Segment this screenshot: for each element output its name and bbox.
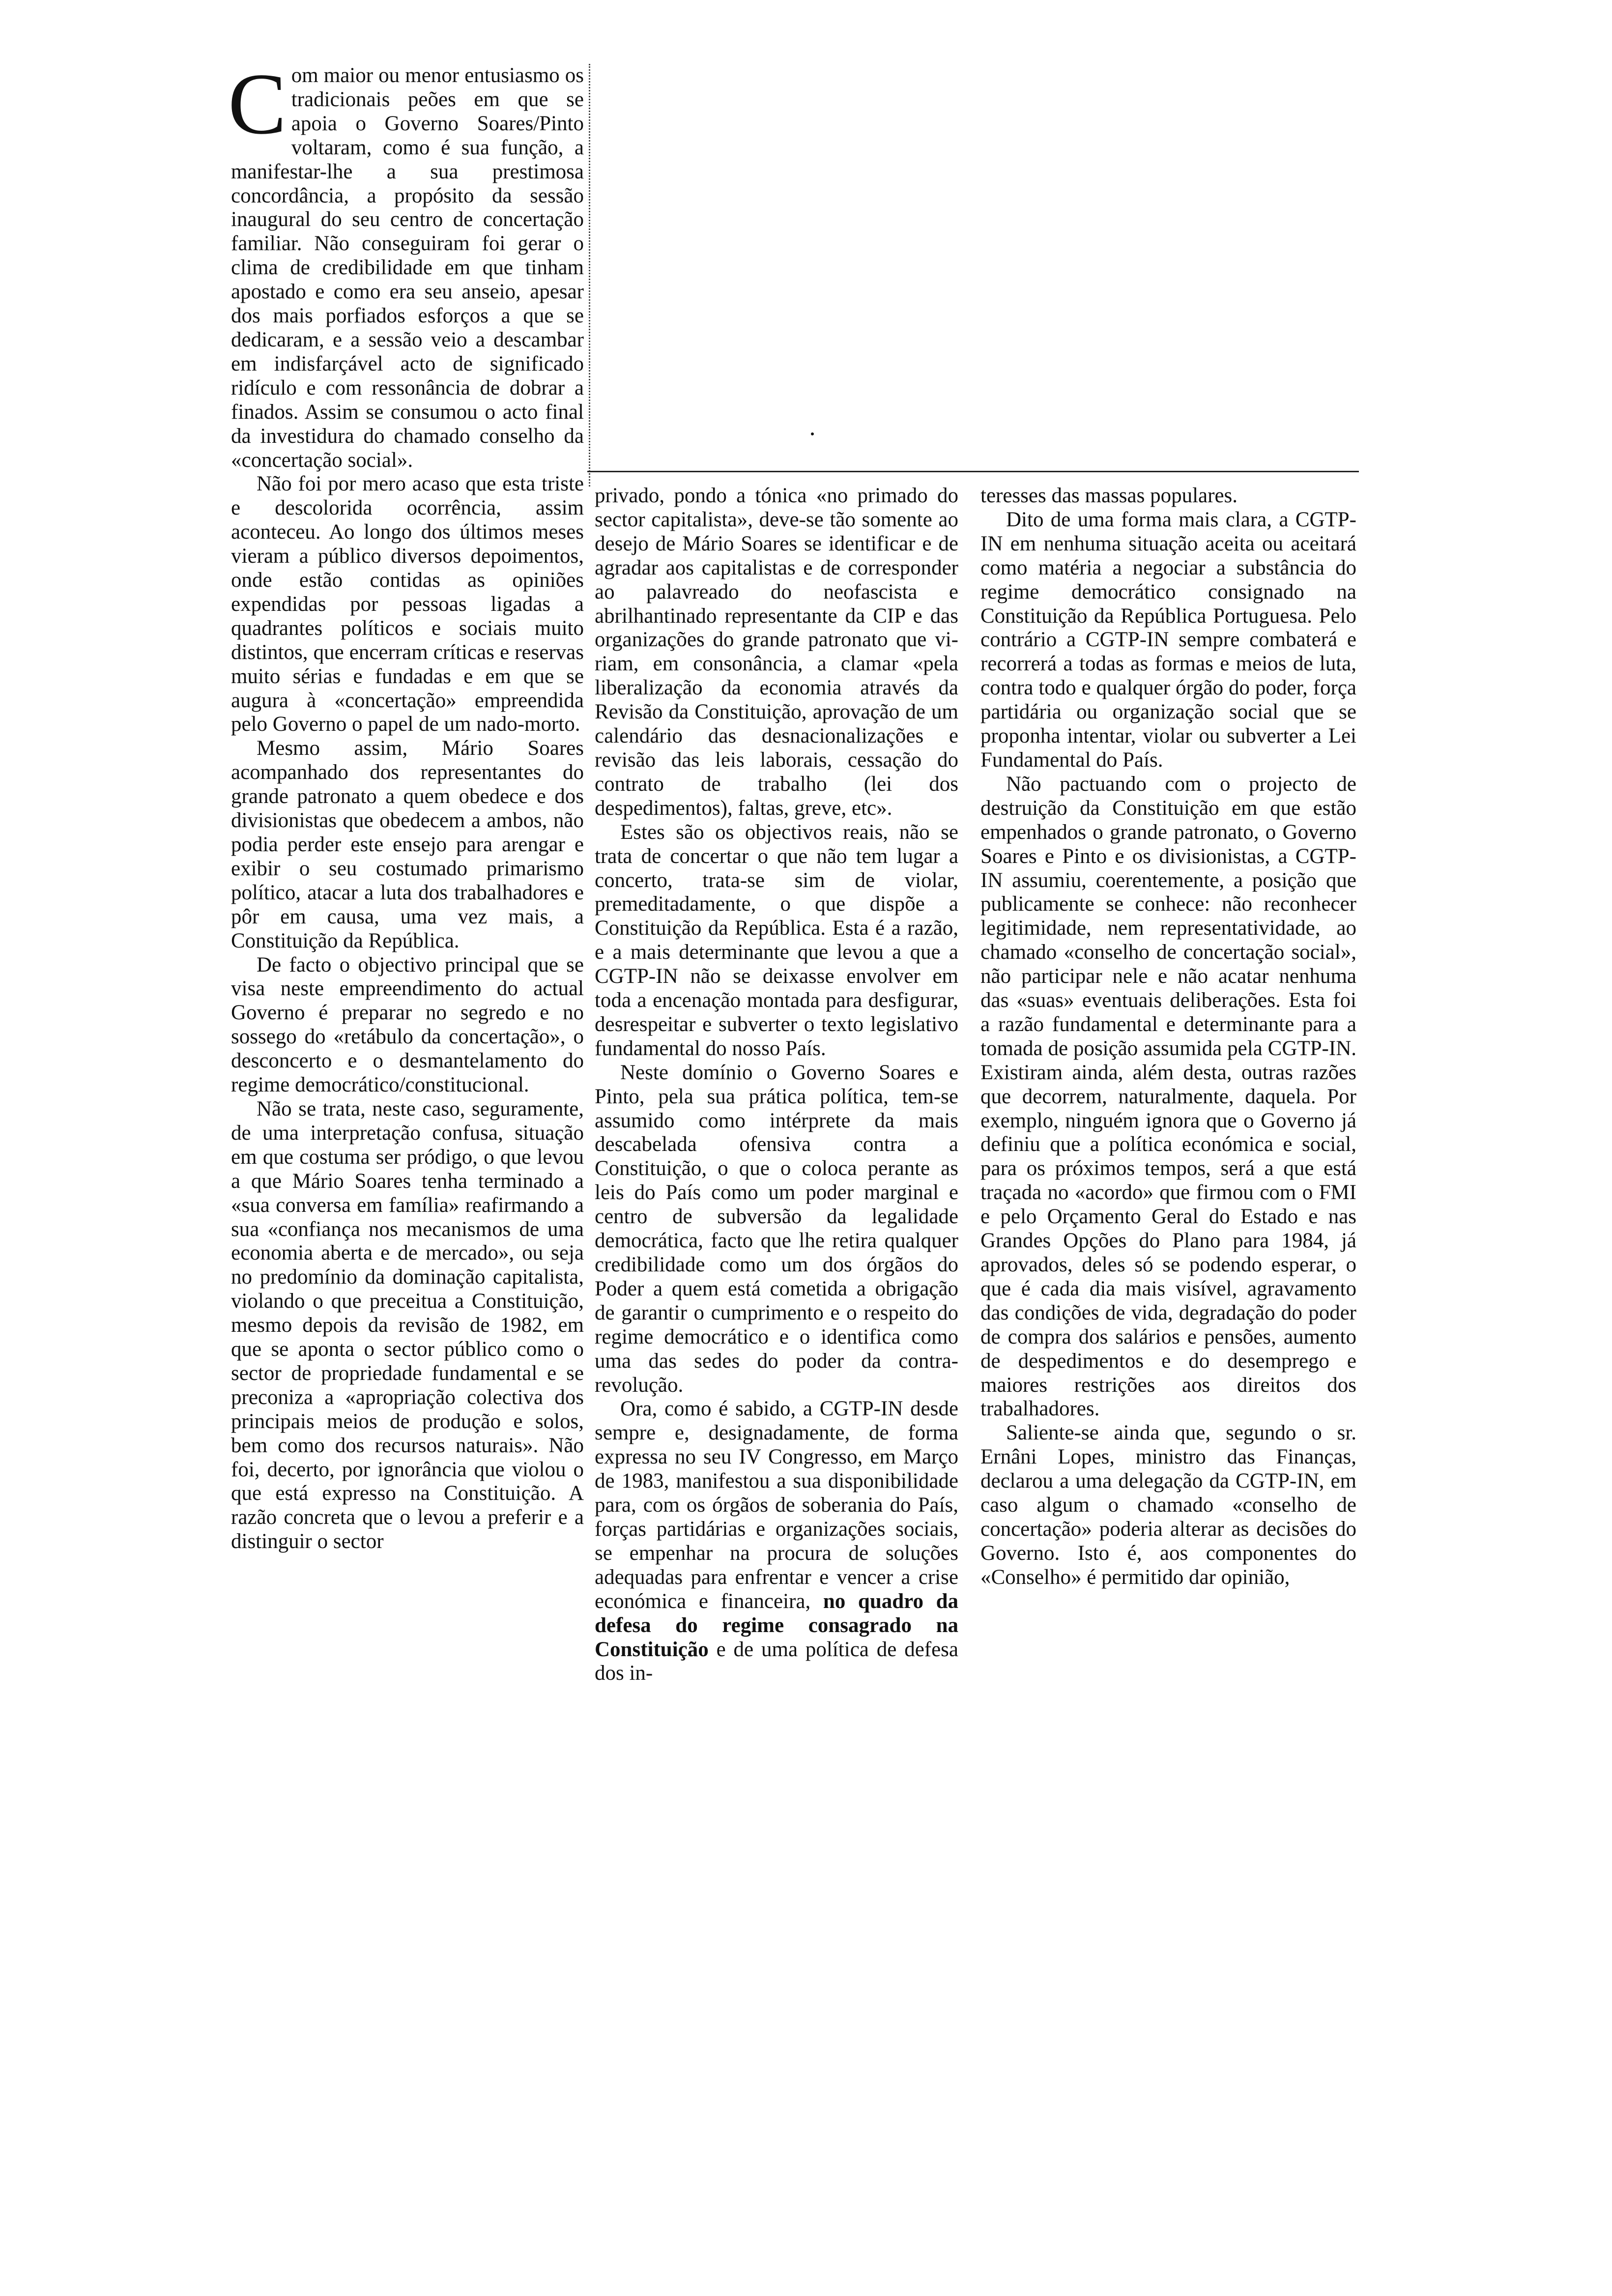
scan-speck [811,432,814,435]
paragraph: Não foi por mero acaso que esta triste e descolorida ocorrência, assim aconteceu. Ao longo dos últimos meses vieram a público diversos depoimentos, onde estão contidas as opiniões expendidas por pessoas ligadas a quadrantes políticos e sociais muito distintos, que encerram críticas e reservas muito sérias e fundadas e em que se augura à «concertação» empreendida pelo Governo o papel de um nado-morto. [231,472,584,736]
paragraph: Saliente-se ainda que, segundo o sr. Ernâni Lopes, ministro das Finanças, declarou a uma delegação da CGTP-IN, em caso algum o chamado «conselho de concertação» poderia alterar as decisões do Governo. Isto é, aos componentes do «Conselho» é permitido dar opinião, [980,1421,1356,1589]
paragraph: teresses das massas populares. [980,484,1238,507]
article-column-1 [228,55,584,1554]
paragraph: Não pactuando com o projecto de destruição da Constituição em que estão empenhados o grande patronato, o Governo Soares e Pinto e os divisionistas, a CGTP-IN assumiu, coerentemente, a posição que publicamente se conhece: não reconhecer legitimidade, nem representatividade, ao chamado «conselho de concertação social», não participar nele e não acatar nenhuma das «suas» eventuais deliberações. Esta foi a razão fundamental e determinante para a tomada de posição assumida pela CGTP-IN. Existiram ainda, além desta, outras razões que decorrem, naturalmente, daquela. Por exemplo, ninguém ignora que o Governo já definiu que a política económica e social, para os próximos tempos, será a que está traçada no «acordo» que firmou com o FMI e pelo Orçamento Geral do Estado e nas Grandes Opções do Plano para 1984, já aprovados, deles só se podendo esperar, o que é cada dia mais visível, agravamento das condições de vida, degradação do poder de compra dos salários e pensões, aumento de despedimentos e do desemprego e maiores restrições aos direitos dos trabalhadores. [980,772,1356,1421]
paragraph [595,1397,958,1686]
paragraph: Neste domínio o Governo Soares e Pinto, pela sua prática política, tem-se assumido como intérprete da mais descabelada ofensiva contra a Constituição, o que o coloca perante as leis do País como um poder marginal e centro de subversão da legalidade democrática, facto que lhe retira qualquer credibilidade como um dos órgãos do Poder a quem está cometida a obrigação de garantir o cumprimento e o respeito do regime democrático e o identifica como uma das sedes do poder da contra-revolução. [595,1061,958,1397]
article-column-2 [595,484,958,1686]
section-divider-rule [587,471,1359,472]
emphasis-text: no quadro da defesa do regime consagrado na Constituição [595,1589,959,1661]
paragraph-text: Ora, como é sabido, a CGTP-IN desde sempre e, designadamente, de forma expressa no seu IV Congresso, em Março de 1983, manifestou a sua disponibilidade para, com os órgãos de soberania do País, forças partidárias e organizações sociais, se empenhar na procura de soluções adequadas para enfrentar e vencer a crise económica e financeira, [595,1397,958,1613]
paragraph-text: om maior ou menor entusiasmo os tradicionais peões em que se apoia o Governo Soares/Pinto voltaram, como é sua função, a manifestar-lhe a sua prestimosa concordância, a propósito da sessão inaugural do seu centro de concertação familiar. Não conseguiram foi gerar o clima de credibilidade em que tinham apostado e como era seu anseio, apesar dos mais porfiados esforços a que se dedicaram, e a sessão veio a descambar em indisfarçável acto de significado ridículo e com ressonância de dobrar a finados. Assim se consumou o acto final da investidura do chamado conselho da «concertação social». [231,64,584,472]
paragraph-text: e de uma política de defesa dos in- [595,1637,959,1685]
drop-cap: C [228,55,287,152]
paragraph: privado, pondo a tónica «no primado do sector capitalista», deve-se tão somente ao desejo de Mário Soares se identificar e de agradar aos capitalistas e de corresponder ao palavreado do neofascista e abrilhantinado representante da CIP e das organizações do grande patronato que viriam, em consonância, a clamar «pela liberalização da economia através da Revisão da Constituição, aprovação de um calendário das desnacionalizações e revisão das leis laborais, cessação do contrato de trabalho (lei dos despedimentos), faltas, greve, etc». [595,484,958,820]
article-column-3 [980,484,1356,1590]
paragraph: De facto o objectivo principal que se visa neste empreendimento do actual Governo é preparar no segredo e no sossego do «retábulo da concertação», o desconcerto e o desmantelamento do regime democrático/constitucional. [231,953,584,1097]
paragraph: Mesmo assim, Mário Soares acompanhado dos representantes do grande patronato a quem obedece e dos divisionistas que obedecem a ambos, não podia perder este ensejo para arengar e exibir o seu costumado primarismo político, atacar a luta dos trabalhadores e pôr em causa, uma vez mais, a Constituição da República. [231,737,584,952]
paragraph: Dito de uma forma mais clara, a CGTP-IN em nenhuma situação aceita ou aceitará como matéria a negociar a substância do regime democrático consignado na Constituição da República Portuguesa. Pelo contrário a CGTP-IN sempre combaterá e recorrerá a todas as formas e meios de luta, contra todo e qualquer órgão do poder, força partidária ou organização social que se proponha intentar, violar ou subverter a Lei Fundamental do País. [980,508,1356,772]
paragraph: Não se trata, neste caso, seguramente, de uma interpretação confusa, situação em que costuma ser pródigo, o que levou a que Mário Soares tenha terminado a «sua conversa em família» reafirmando a sua «confiança nos mecanismos de uma economia aberta e de mercado», ou seja no predomínio da dominação capitalista, violando o que preceitua a Constituição, mesmo depois da revisão de 1982, em que se aponta o sector público como o sector de propriedade fundamental e se preconiza a «apropriação colectiva dos principais meios de produção e solos, bem como dos recursos naturais». Não foi, decerto, por ignorância que violou o que está expresso na Constituição. A razão concreta que o levou a preferir e a distinguir o sector [231,1097,584,1553]
paragraph: Estes são os objectivos reais, não se trata de concertar o que não tem lugar a concerto, trata-se sim de violar, premeditadamente, o que dispõe a Constituição da República. Esta é a razão, e a mais determinante que levou a que a CGTP-IN não se deixasse envolver em toda a encenação montada para desfigurar, desrespeitar e subverter o texto legislativo fundamental do nosso País. [595,820,958,1060]
paragraph [228,55,584,472]
